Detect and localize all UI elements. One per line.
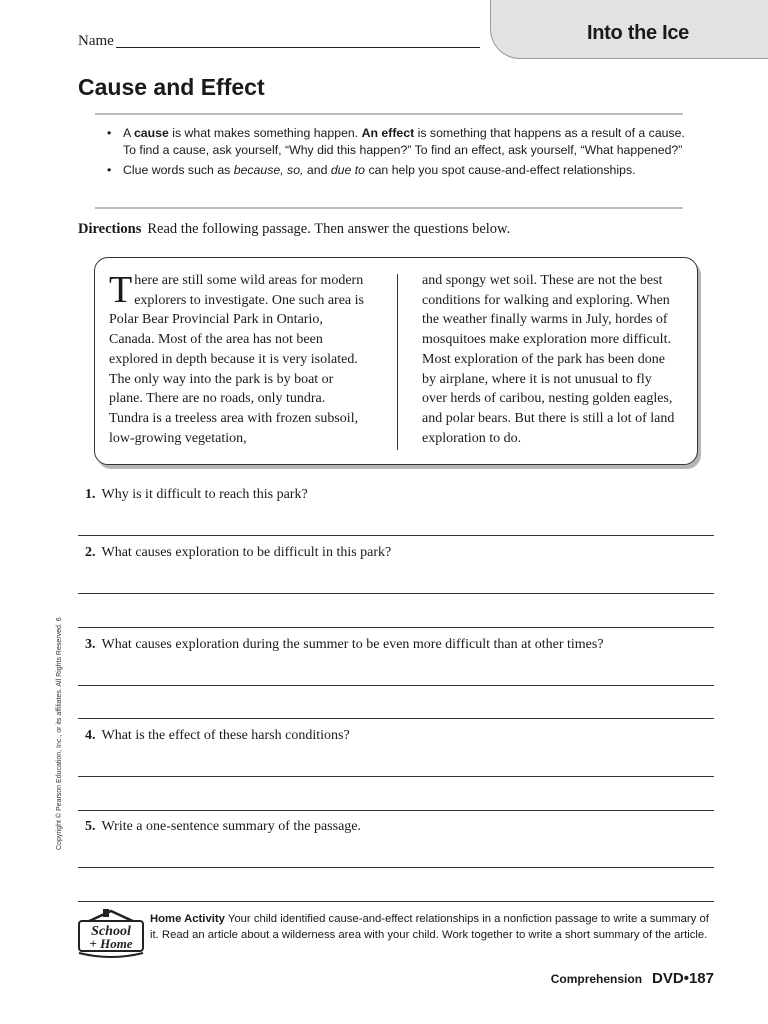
answer-line[interactable] xyxy=(78,718,714,719)
divider-top xyxy=(95,113,683,115)
name-label: Name xyxy=(78,33,114,49)
directions-text: Read the following passage. Then answer the questions below. xyxy=(147,221,511,237)
question-1: 1. Why is it difficult to reach this park? xyxy=(85,487,308,502)
answer-line[interactable] xyxy=(78,776,714,777)
home-activity xyxy=(150,912,710,943)
answer-line[interactable] xyxy=(78,535,714,536)
question-2: 2. What causes exploration to be difficult in this park? xyxy=(85,545,392,560)
answer-line[interactable] xyxy=(78,627,714,628)
directions xyxy=(78,221,510,238)
passage-box xyxy=(94,257,698,465)
column-divider xyxy=(397,274,398,450)
page-number: DVD•187 xyxy=(652,970,714,987)
tip-clue-words: • Clue words such as because, so, and due to can help you spot cause-and-effect relationships. xyxy=(105,162,685,179)
home-activity-text: Your child identified cause-and-effect relationships in a nonfiction passage to write a summary of it. Read an article about a wilderness area with your child. Work together to write a short summary of the article. xyxy=(150,913,709,941)
answer-line[interactable] xyxy=(78,810,714,811)
footer xyxy=(551,970,714,988)
logo-home-text: + Home xyxy=(89,936,133,951)
question-5: 5. Write a one-sentence summary of the passage. xyxy=(85,819,361,834)
unit-title: Into the Ice xyxy=(587,22,689,44)
copyright-notice: Copyright © Pearson Education, Inc., or its affiliates. All Rights Reserved. 6 xyxy=(56,617,63,850)
question-4: 4. What is the effect of these harsh conditions? xyxy=(85,728,350,743)
answer-line[interactable] xyxy=(78,685,714,686)
tips-list xyxy=(105,125,685,182)
question-3: 3. What causes exploration during the summer to be even more difficult than at other times? xyxy=(85,637,604,652)
drop-cap: T xyxy=(109,269,133,311)
directions-label: Directions xyxy=(78,221,142,237)
divider-bottom xyxy=(95,207,683,209)
answer-line[interactable] xyxy=(78,593,714,594)
logo-school-text: School xyxy=(91,924,131,939)
passage-column-1: There are still some wild areas for modern explorers to investigate. One such area is Polar Bear Provincial Park in Ontario, Canada. Most of the area has not been explored in depth because it is very isolated. The only way into the park is by boat or plane. There are no roads, only tundra. Tundra is a treeless area with frozen subsoil, low-growing vegetation, xyxy=(109,269,364,446)
home-activity-label: Home Activity xyxy=(150,913,225,925)
tip-cause-effect: • A cause is what makes something happen. An effect is something that happens as a result of a cause. To find a cause, ask yourself, “Why did this happen?” To find an effect, ask yourself, “What happened?” xyxy=(105,125,685,159)
passage-column-2: and spongy wet soil. These are not the best conditions for walking and exploring. When the weather finally warms in July, hordes of mosquitoes make exploration more difficult. Most exploration of the park has been done by airplane, where it is not unusual to fly over herds of caribou, nesting golden eagles, and polar bears. But there is still a lot of land exploration to do. xyxy=(422,273,675,446)
school-home-logo xyxy=(75,907,147,963)
answer-line[interactable] xyxy=(78,867,714,868)
answer-line[interactable] xyxy=(78,901,714,902)
name-input-line[interactable] xyxy=(116,47,480,48)
page-title: Cause and Effect xyxy=(78,74,265,100)
footer-label: Comprehension xyxy=(550,972,643,986)
